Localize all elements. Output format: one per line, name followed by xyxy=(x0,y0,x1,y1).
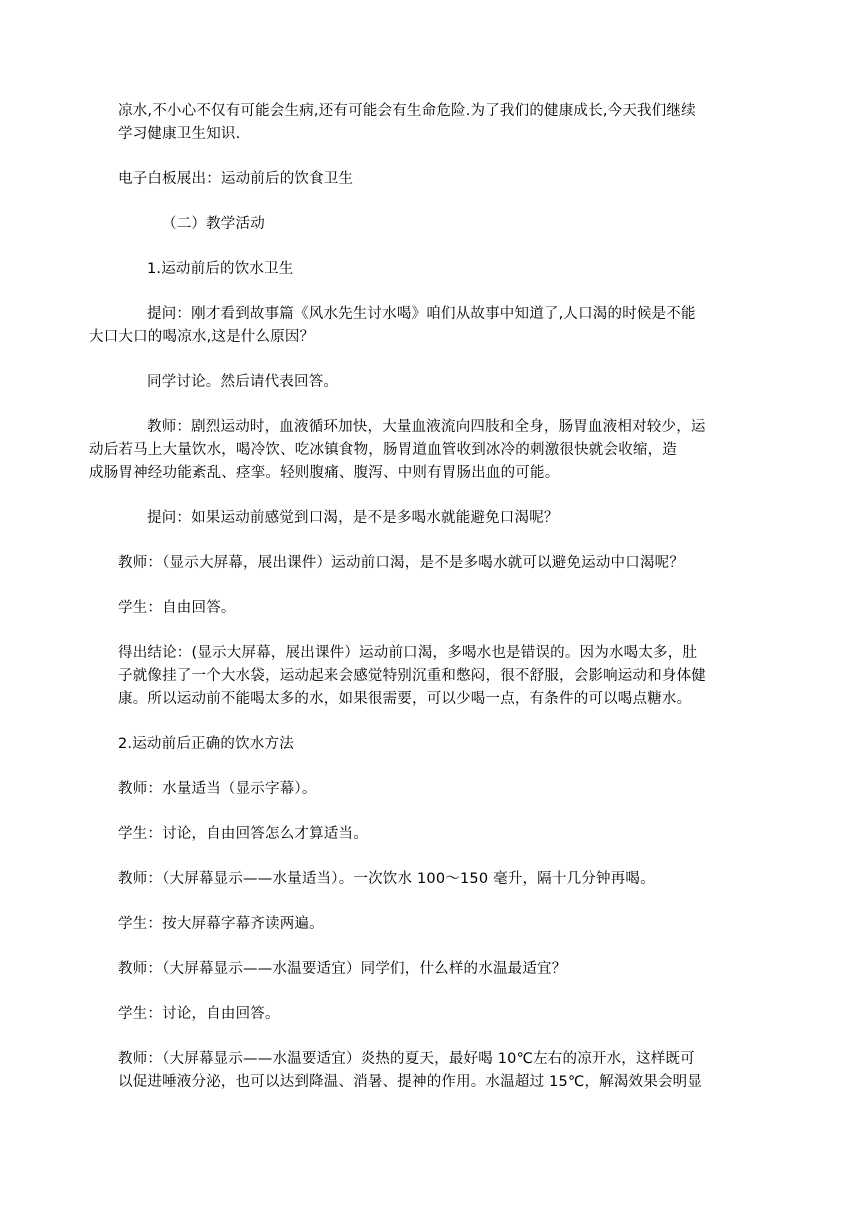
teacher-water-temperature-detail xyxy=(118,1048,744,1094)
whiteboard-note xyxy=(118,168,744,191)
text-line: 凉水,不小心不仅有可能会生病,还有可能会有生命危险.为了我们的健康成长,今天我们继续 xyxy=(118,103,696,119)
teacher-question-paragraph xyxy=(118,552,744,575)
teacher-water-amount xyxy=(118,778,744,801)
section-heading-teaching-activities xyxy=(118,213,744,236)
teacher-water-temperature-question xyxy=(118,958,744,981)
student-read-aloud xyxy=(118,913,744,936)
text-line: 康。所以运动前不能喝太多的水，如果很需要，可以少喝一点，有条件的可以喝点糖水。 xyxy=(118,691,692,707)
text-line: 以促进唾液分泌，也可以达到降温、消暑、提神的作用。水温超过 15℃，解渴效果会明显 xyxy=(118,1074,703,1090)
text-line: 学生：自由回答。 xyxy=(118,600,236,616)
text-line: 提问：刚才看到故事篇《风水先生讨水喝》咱们从故事中知道了,人口渴的时候是不能 xyxy=(147,306,696,322)
text-line: 教师：（大屏幕显示——水温要适宜）同学们，什么样的水温最适宜？ xyxy=(118,961,567,977)
question-paragraph xyxy=(89,303,744,349)
discussion-paragraph xyxy=(118,371,744,394)
text-line: 教师：（大屏幕显示——水量适当）。一次饮水 100～150 毫升，隔十几分钟再喝。 xyxy=(118,871,655,887)
subsection-heading-correct-method xyxy=(118,733,744,756)
text-line: 学生：讨论，自由回答。 xyxy=(118,1006,280,1022)
text-line: 学生：讨论，自由回答怎么才算适当。 xyxy=(118,826,368,842)
teacher-explanation-paragraph xyxy=(89,416,744,485)
question-paragraph-2 xyxy=(118,507,744,530)
text-line: （二）教学活动 xyxy=(162,216,265,232)
conclusion-paragraph xyxy=(118,642,744,711)
intro-paragraph xyxy=(118,100,744,146)
text-line: 1.运动前后的饮水卫生 xyxy=(147,261,294,277)
subsection-heading-drinking-hygiene xyxy=(118,258,744,281)
text-line: 教师：（大屏幕显示——水温要适宜）炎热的夏天，最好喝 10℃左右的凉开水，这样既可 xyxy=(118,1051,695,1067)
student-discussion-temperature xyxy=(118,1003,744,1026)
text-line: 成肠胃神经功能紊乱、痉挛。轻则腹痛、腹泻、中则有胃肠出血的可能。 xyxy=(89,465,560,481)
text-line: 动后若马上大量饮水，喝冷饮、吃冰镇食物，肠胃道血管收到冰冷的刺激很快就会收缩，造 xyxy=(89,442,677,458)
text-line: 大口大口的喝凉水,这是什么原因？ xyxy=(89,329,315,345)
document-body xyxy=(89,100,744,1116)
text-line: 子就像挂了一个大水袋，运动起来会感觉特别沉重和憋闷，很不舒服，会影响运动和身体健 xyxy=(118,668,706,684)
text-line: 电子白板展出：运动前后的饮食卫生 xyxy=(118,171,354,187)
text-line: 学生：按大屏幕字幕齐读两遍。 xyxy=(118,916,324,932)
text-line: 教师：剧烈运动时，血液循环加快，大量血液流向四肢和全身，肠胃血液相对较少，运 xyxy=(147,419,706,435)
text-line: 2.运动前后正确的饮水方法 xyxy=(118,736,294,752)
text-line: 得出结论：(显示大屏幕，展出课件）运动前口渴，多喝水也是错误的。因为水喝太多，肚 xyxy=(118,645,698,661)
text-line: 学习健康卫生知识. xyxy=(118,126,241,142)
text-line: 提问：如果运动前感觉到口渴，是不是多喝水就能避免口渴呢？ xyxy=(147,510,559,526)
text-line: 教师：水量适当（显示字幕）。 xyxy=(118,781,317,797)
student-answer-paragraph xyxy=(118,597,744,620)
teacher-water-amount-detail xyxy=(118,868,744,891)
text-line: 教师：（显示大屏幕，展出课件）运动前口渴，是不是多喝水就可以避免运动中口渴呢？ xyxy=(118,555,685,571)
text-line: 同学讨论。然后请代表回答。 xyxy=(147,374,339,390)
student-discussion-amount xyxy=(118,823,744,846)
